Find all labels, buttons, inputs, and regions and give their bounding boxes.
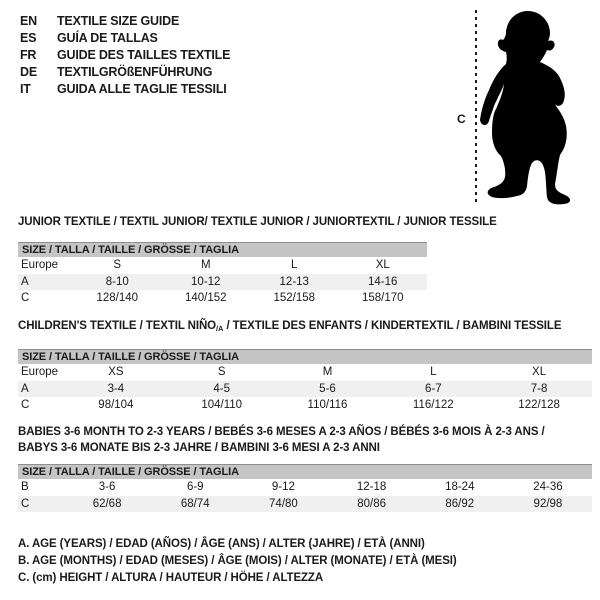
size-cell: 5-6	[319, 382, 336, 395]
junior-size-table	[18, 242, 427, 307]
language-row	[20, 46, 230, 63]
size-cell: 116/122	[412, 399, 454, 412]
baby-silhouette	[480, 11, 570, 204]
size-cell: XL	[375, 259, 390, 272]
note-height: C. (cm) HEIGHT / ALTURA / HAUTEUR / HÖHE / ALTEZZA	[18, 571, 324, 584]
language-label: GUIDA ALLE TAGLIE TESSILI	[57, 81, 227, 96]
children-title-subscript: /A	[216, 324, 224, 333]
note-age-months: B. AGE (MONTHS) / EDAD (MESES) / ÂGE (MOIS) / ALTER (MONATE) / ETÀ (MESI)	[18, 554, 457, 567]
size-cell: 9-12	[271, 481, 295, 494]
table-row-age	[18, 274, 427, 291]
table-row-europe	[18, 257, 427, 274]
babies-table-title	[18, 424, 545, 456]
size-cell: 4-5	[213, 382, 230, 395]
language-code: IT	[20, 81, 31, 96]
size-cell: 7-8	[530, 382, 548, 395]
size-cell: 68/74	[180, 497, 210, 510]
size-cell: XL	[532, 366, 547, 379]
size-cell: 80/86	[357, 497, 386, 510]
junior-table-title: JUNIOR TEXTILE / TEXTIL JUNIOR/ TEXTILE JUNIOR / JUNIORTEXTIL / JUNIOR TESSILE	[18, 216, 497, 228]
table-row-height	[18, 290, 427, 307]
size-cell: 18-24	[445, 481, 475, 494]
language-list	[20, 12, 230, 97]
size-cell: M	[200, 259, 211, 272]
table-row-height	[18, 397, 592, 414]
size-cell: XS	[108, 366, 124, 379]
language-label: GUIDE DES TAILLES TEXTILE	[57, 47, 231, 62]
size-cell: 86/92	[445, 497, 475, 510]
size-cell: 62/68	[92, 497, 122, 510]
size-cell: 110/116	[307, 399, 348, 412]
legend-notes	[18, 535, 457, 587]
size-cell: 104/110	[201, 399, 243, 412]
size-header-band: SIZE / TALLA / TAILLE / GRÖSSE / TAGLIA	[18, 242, 427, 257]
babies-title-line2: BABYS 3-6 MONATE BIS 2-3 JAHRE / BAMBINI 3-6 MESI A 2-3 ANNI	[18, 442, 380, 454]
language-label: TEXTILGRÖßENFÜHRUNG	[57, 64, 213, 79]
size-cell: 158/170	[361, 292, 404, 305]
language-code: FR	[20, 47, 37, 62]
language-label: GUÍA DE TALLAS	[57, 30, 158, 45]
size-cell: 98/104	[98, 399, 134, 412]
row-label: C	[21, 399, 30, 412]
language-code: ES	[20, 30, 37, 45]
children-title-pre: CHILDREN'S TEXTILE / TEXTIL NIÑO	[18, 320, 217, 332]
table-row-height	[18, 496, 592, 513]
children-size-table	[18, 349, 592, 414]
size-cell: 128/140	[96, 292, 139, 305]
row-label: C	[21, 292, 30, 305]
size-cell: M	[322, 366, 333, 379]
size-cell: 74/80	[269, 497, 298, 510]
note-age-years: A. AGE (YEARS) / EDAD (AÑOS) / ÂGE (ANS) / ALTER (JAHRE) / ETÀ (ANNI)	[18, 537, 425, 550]
size-cell: 6-9	[186, 481, 204, 494]
baby-silhouette-figure	[449, 4, 594, 210]
children-title-post: / TEXTILE DES ENFANTS / KINDERTEXTIL / BAMBINI TESSILE	[223, 320, 562, 332]
language-row	[20, 63, 230, 80]
size-cell: L	[430, 366, 437, 379]
language-code: EN	[20, 13, 37, 28]
row-label: Europe	[21, 259, 59, 272]
table-row-age	[18, 381, 592, 398]
size-cell: 92/98	[533, 497, 563, 510]
size-cell: 10-12	[191, 275, 221, 288]
table-row-age-months	[18, 479, 592, 496]
size-cell: 12-13	[279, 275, 309, 288]
size-cell: 6-7	[424, 382, 442, 395]
row-label: A	[21, 382, 29, 395]
size-cell: S	[217, 366, 226, 379]
language-label: TEXTILE SIZE GUIDE	[57, 13, 180, 28]
babies-size-table	[18, 464, 592, 512]
babies-title-line1: BABIES 3-6 MONTH TO 2-3 YEARS / BEBÉS 3-6 MESES A 2-3 AÑOS / BÉBÉS 3-6 MOIS À 2-3 ANS /	[18, 426, 545, 438]
size-cell: L	[291, 259, 298, 272]
size-cell: 8-10	[105, 275, 129, 288]
row-label: B	[21, 481, 29, 494]
language-row	[20, 29, 230, 46]
size-cell: 140/152	[184, 292, 227, 305]
size-header-band: SIZE / TALLA / TAILLE / GRÖSSE / TAGLIA	[18, 464, 592, 479]
size-cell: S	[113, 259, 122, 272]
size-cell: 152/158	[273, 292, 316, 305]
row-label: Europe	[21, 366, 59, 379]
size-cell: 12-18	[356, 481, 387, 494]
language-row	[20, 12, 230, 29]
children-table-title	[18, 320, 561, 332]
table-row-europe	[18, 364, 592, 381]
language-row	[20, 80, 230, 97]
size-cell: 3-6	[98, 481, 116, 494]
row-label: C	[21, 497, 30, 510]
size-cell: 24-36	[533, 481, 563, 494]
size-cell: 122/128	[518, 399, 560, 412]
language-code: DE	[20, 64, 37, 79]
size-header-band: SIZE / TALLA / TAILLE / GRÖSSE / TAGLIA	[18, 349, 592, 364]
size-cell: 3-4	[107, 382, 125, 395]
size-cell: 14-16	[368, 275, 398, 288]
row-label: A	[21, 275, 29, 288]
height-measure-label: C	[457, 112, 466, 126]
